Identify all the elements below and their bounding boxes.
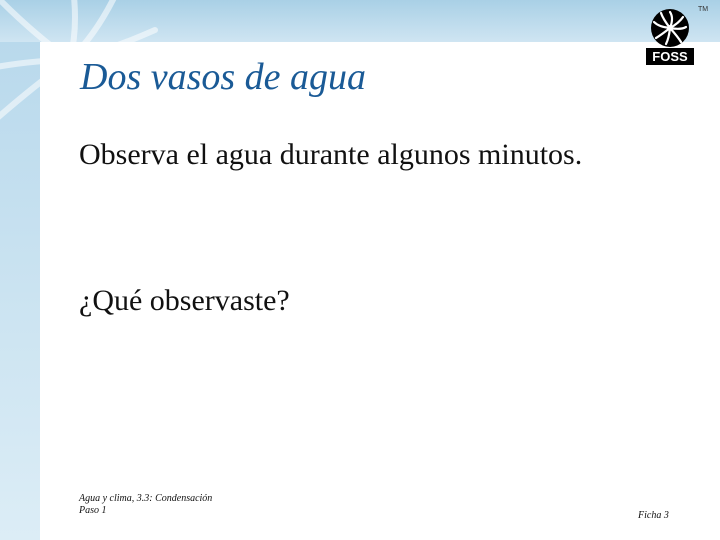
logo-text: FOSS [652, 49, 688, 64]
footer-step: Paso 1 [79, 505, 107, 516]
footer-unit: Agua y clima, 3.3: Condensación [79, 493, 213, 504]
footer-source [79, 493, 212, 517]
instruction-text: Observa el agua durante algunos minutos. [79, 138, 583, 171]
footer-page-label: Ficha 3 [638, 510, 669, 521]
slide-title: Dos vasos de agua [80, 56, 367, 98]
foss-logo [645, 6, 695, 68]
trademark-mark: TM [698, 6, 709, 13]
question-text: ¿Qué observaste? [79, 284, 290, 317]
